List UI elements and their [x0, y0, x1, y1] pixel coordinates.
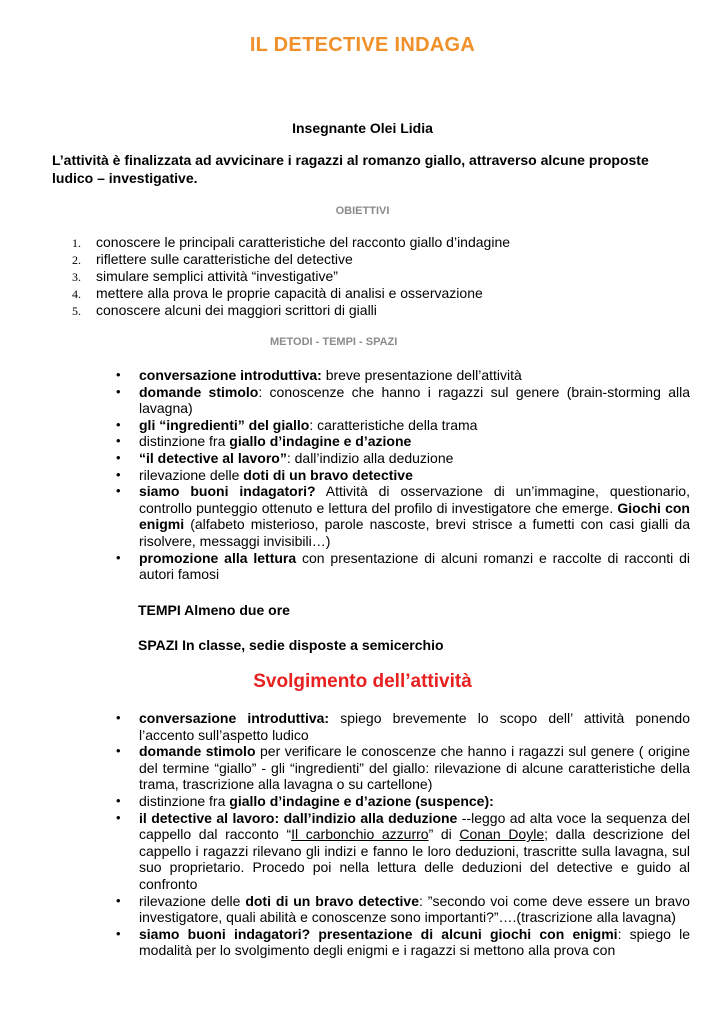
bullet-icon: • [116, 483, 121, 499]
list-item: • gli “ingredienti” del giallo: caratteristiche della trama [116, 416, 478, 433]
list-item: 2. riflettere sulle caratteristiche del detective [72, 251, 353, 267]
bullet-icon: • [116, 549, 121, 565]
list-item: 5. conoscere alcuni dei maggiori scrittori di gialli [72, 302, 377, 318]
bullet-icon: • [116, 449, 121, 465]
bullet-icon: • [116, 433, 121, 449]
methods-heading: METODI - TEMPI - SPAZI [270, 336, 398, 348]
list-item: • “il detective al lavoro”: dall’indizio alla deduzione [116, 449, 454, 466]
bullet-icon: • [116, 383, 121, 399]
list-item: • siamo buoni indagatori? Attività di osservazione di un’immagine, questionario, controllo punteggio ottenuto e lettura del profilo di investigatore che emerge. Giochi con enigmi (alfabeto misterioso, parole nascoste, brevi strisce a fumetti con casi gialli da risolvere, messaggi invisibili…) [116, 483, 690, 549]
methods-list [114, 367, 690, 583]
objectives-heading: OBIETTIVI [335, 205, 390, 217]
bullet-icon: • [116, 416, 121, 432]
spazi-line: SPAZI In classe, sedie disposte a semicerchio [138, 637, 444, 653]
bullet-icon: • [116, 792, 121, 808]
story-title: Il carbonchio azzurro [291, 826, 429, 843]
list-item: • rilevazione delle doti di un bravo detective [116, 466, 413, 483]
list-item: • distinzione fra giallo d’indagine e d’azione [116, 433, 412, 450]
list-item: • siamo buoni indagatori? presentazione di alcuni giochi con enigmi: spiego le modalità per lo svolgimento degli enigmi e i ragazzi si mettono alla prova con [116, 925, 690, 959]
teacher-name: Insegnante Olei Lidia [292, 120, 433, 136]
tempi-line: TEMPI Almeno due ore [138, 602, 290, 618]
bullet-icon: • [116, 892, 121, 908]
objectives-list [52, 234, 682, 319]
bullet-icon: • [116, 367, 121, 382]
list-item: • il detective al lavoro: dall’indizio alla deduzione --leggo ad alta voce la sequenza del cappello dal racconto “Il carbonchio azzurro” di Conan Doyle; dalla descrizione del cappello i ragazzi rilevano gli indizi e fanno le loro deduzioni, trascritte sulla lavagna, sul suo proprietario. Procedo poi nella lettura delle deduzioni del detective e guido al confronto [116, 809, 690, 892]
list-item: • domande stimolo: conoscenze che hanno i ragazzi sul genere (brain-storming alla lavagna) [116, 383, 690, 417]
bullet-icon: • [116, 743, 121, 759]
bullet-icon: • [116, 809, 121, 825]
bullet-icon: • [116, 710, 121, 725]
list-item: • distinzione fra giallo d’indagine e d’azione (suspence): [116, 792, 494, 809]
list-item: • conversazione introduttiva: spiego brevemente lo scopo dell’ attività ponendo l’accento sull’aspetto ludico [116, 710, 690, 743]
svolgimento-heading: Svolgimento dell’attività [253, 671, 472, 692]
list-item: • rilevazione delle doti di un bravo detective: ”secondo voi come deve essere un bravo investigatore, quali abilità e conoscenze sono importanti?”….(trascrizione alla lavagna) [116, 892, 690, 926]
list-item: • conversazione introduttiva: breve presentazione dell’attività [116, 367, 522, 383]
author-name: Conan Doyle [459, 826, 545, 843]
document-title: IL DETECTIVE INDAGA [249, 34, 476, 56]
list-item: • promozione alla lettura con presentazione di alcuni romanzi e raccolte di racconti di autori famosi [116, 549, 690, 583]
bullet-icon: • [116, 466, 121, 482]
intro-paragraph: L’attività è finalizzata ad avvicinare i ragazzi al romanzo giallo, attraverso alcune proposte ludico – investigative. [52, 152, 649, 186]
list-item: 4. mettere alla prova le proprie capacità di analisi e osservazione [72, 285, 483, 301]
list-item: • domande stimolo per verificare le conoscenze che hanno i ragazzi sul genere ( origine del termine “giallo” - gli “ingredienti” del giallo: rilevazione di alcune caratteristiche della trama, trascrizione alla lavagna o su cartellone) [116, 743, 690, 793]
activity-details-list [114, 710, 690, 959]
list-item: 1. conoscere le principali caratteristiche del racconto giallo d’indagine [72, 234, 511, 250]
bullet-icon: • [116, 925, 121, 941]
list-item: 3. simulare semplici attività “investigative” [72, 268, 338, 284]
